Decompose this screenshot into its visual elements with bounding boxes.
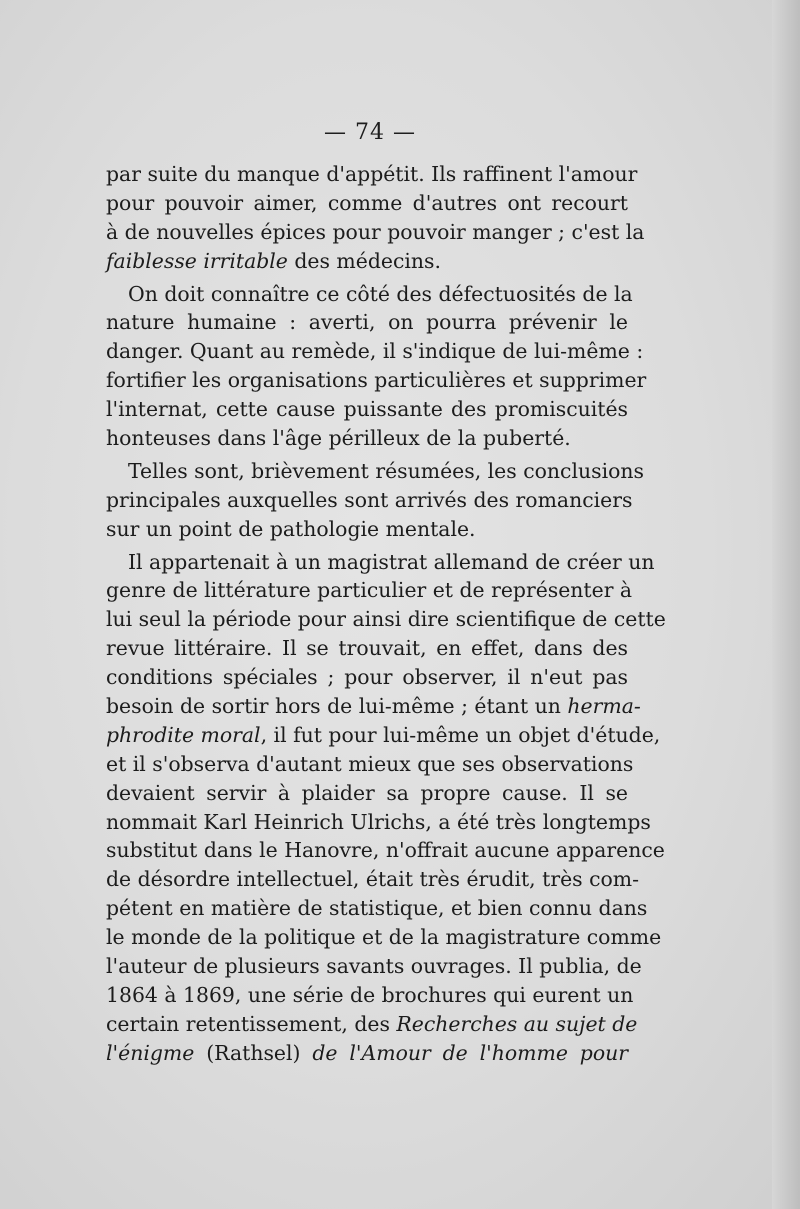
text-line: Il appartenait à un magistrat allemand de créer un	[128, 549, 655, 574]
text-line: danger. Quant au remède, il s'indique de lui-même :	[106, 339, 644, 364]
body-text	[106, 160, 666, 1068]
text-line: devaient servir à plaider sa propre cause. Il se	[106, 780, 628, 805]
italic-phrase: phrodite moral	[106, 722, 261, 747]
text-line: genre de littérature particulier et de représenter à	[106, 578, 633, 603]
text-line: par suite du manque d'appétit. Ils raffinent l'amour	[106, 162, 638, 186]
italic-phrase: faiblesse irritable	[106, 248, 288, 273]
text-line: nommait Karl Heinrich Ulrichs, a été très longtemps	[106, 809, 651, 834]
text-line: certain retentissement, des Recherches au sujet de	[106, 1011, 638, 1036]
text-line: à de nouvelles épices pour pouvoir manger ; c'est la	[106, 219, 645, 244]
text-line: besoin de sortir hors de lui-même ; étant un herma-	[106, 694, 641, 719]
text-line: pétent en matière de statistique, et bien connu dans	[106, 896, 648, 921]
text-line: principales auxquelles sont arrivés des romanciers	[106, 487, 633, 512]
text-line: de désordre intellectuel, était très érudit, très com-	[106, 867, 640, 892]
text-line: substitut dans le Hanovre, n'offrait aucune apparence	[106, 838, 665, 863]
text-line: conditions spéciales ; pour observer, il n'eut pas	[106, 665, 628, 690]
text-line: sur un point de pathologie mentale.	[106, 516, 476, 541]
text-line: l'énigme (Rathsel) de l'Amour de l'homme pour	[106, 1040, 629, 1065]
text-line: et il s'observa d'autant mieux que ses observations	[106, 751, 634, 776]
text-line: revue littéraire. Il se trouvait, en effet, dans des	[106, 636, 628, 661]
text-line: Telles sont, brièvement résumées, les conclusions	[128, 458, 644, 483]
text-line: lui seul la période pour ainsi dire scientifique de cette	[106, 607, 666, 632]
text-line: 1864 à 1869, une série de brochures qui eurent un	[106, 982, 634, 1007]
italic-phrase: l'énigme	[106, 1040, 195, 1065]
text-line: On doit connaître ce côté des défectuosités de la	[128, 281, 633, 306]
text-line: le monde de la politique et de la magistrature comme	[106, 925, 662, 950]
page-number: — 74 —	[324, 120, 416, 145]
text-line: honteuses dans l'âge périlleux de la puberté.	[106, 426, 571, 451]
text-line: phrodite moral, il fut pour lui-même un objet d'étude,	[106, 722, 661, 747]
italic-phrase: de l'Amour de l'homme pour	[312, 1040, 629, 1065]
text-line: l'internat, cette cause puissante des promiscuités	[106, 397, 628, 422]
text-line: pour pouvoir aimer, comme d'autres ont recourt	[106, 190, 628, 215]
text-line: l'auteur de plusieurs savants ouvrages. Il publia, de	[106, 954, 642, 979]
text-line: nature humaine : averti, on pourra prévenir le	[106, 310, 628, 335]
text-line: fortifier les organisations particulières et supprimer	[106, 368, 647, 393]
text-line: faiblesse irritable des médecins.	[106, 248, 441, 273]
italic-phrase: Recherches au sujet de	[396, 1011, 638, 1036]
page-edge-shadow	[772, 0, 800, 1209]
italic-phrase: herma-	[567, 694, 641, 719]
